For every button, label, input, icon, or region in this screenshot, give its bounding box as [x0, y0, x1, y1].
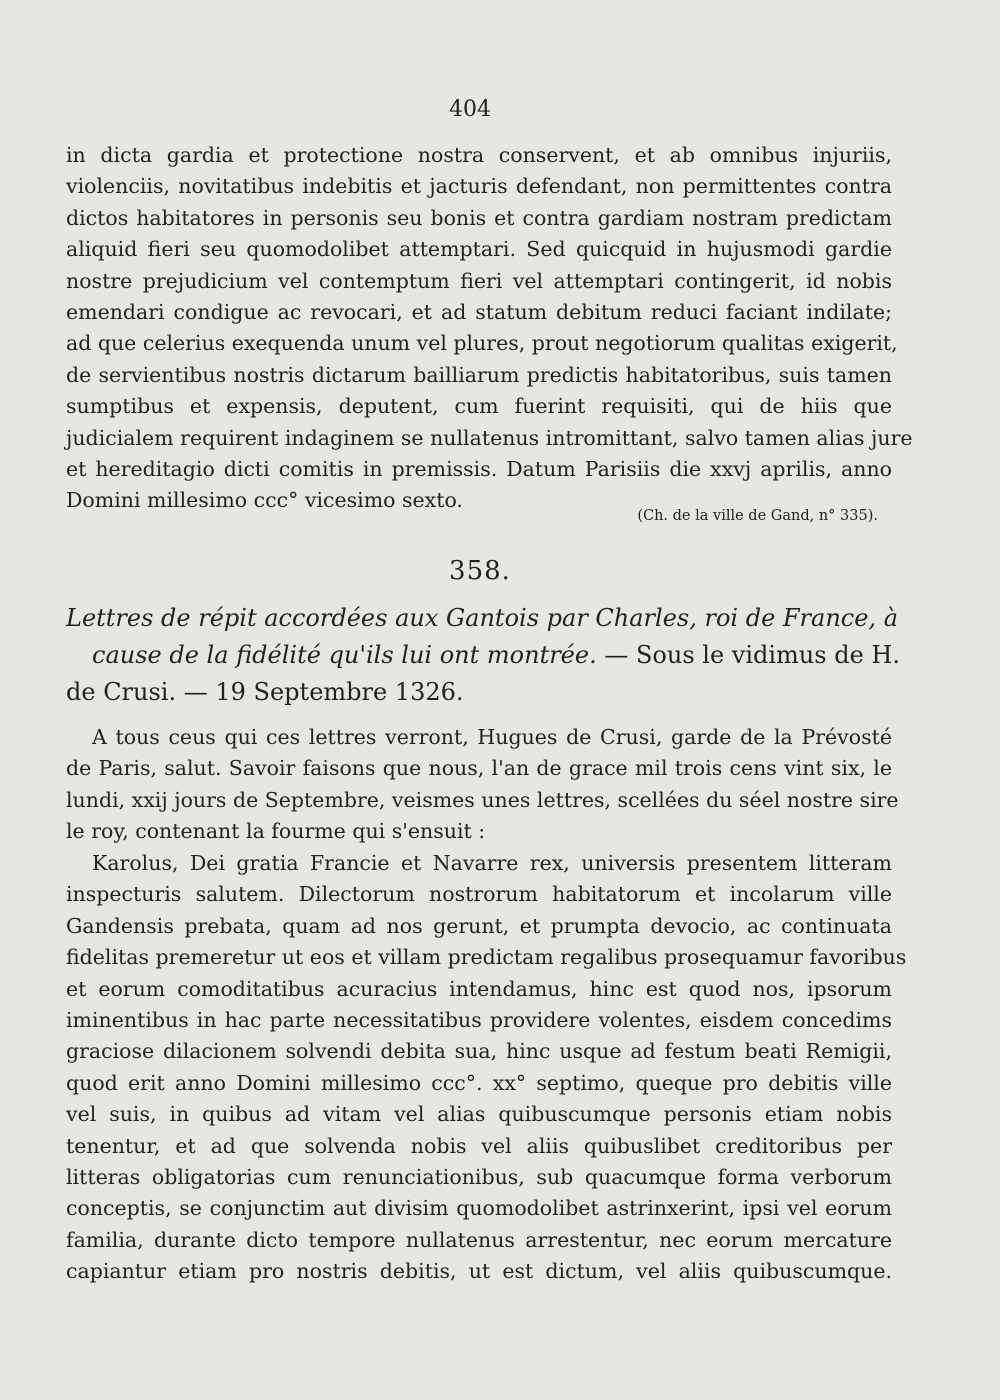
- text-line: iminentibus in hac parte necessitatibus providere volentes, eisdem concedims: [66, 1007, 892, 1032]
- text-line: lundi, xxij jours de Septembre, veismes unes lettres, scellées du séel nostre sire: [66, 787, 899, 812]
- text-line: aliquid fieri seu quomodolibet attemptari. Sed quicquid in hujusmodi gardie: [66, 237, 892, 262]
- text-line: familia, durante dicto tempore nullatenus arrestentur, nec eorum mercature: [66, 1227, 892, 1252]
- document-heading: [66, 600, 900, 711]
- text-line: sumptibus et expensis, deputent, cum fuerint requisiti, qui de hiis que: [66, 394, 892, 419]
- text-line: litteras obligatorias cum renunciationibus, sub quacumque forma verborum: [66, 1164, 892, 1189]
- text-line: et hereditagio dicti comitis in premissis. Datum Parisiis die xxvj aprilis, anno: [66, 456, 892, 481]
- text-line: de Paris, salut. Savoir faisons que nous, l'an de grace mil trois cens vint six, le: [66, 756, 892, 781]
- text-line: tenentur, et ad que solvenda nobis vel aliis quibuslibet creditoribus per: [66, 1133, 892, 1158]
- text-line: fidelitas premeretur ut eos et villam predictam regalibus prosequamur favoribus: [66, 945, 907, 970]
- paragraph-charter: [66, 848, 907, 1287]
- text-line: Gandensis prebata, quam ad nos gerunt, et prumpta devocio, ac continuata: [66, 913, 892, 938]
- text-line: quod erit anno Domini millesimo ccc°. xx° septimo, queque pro debitis ville: [66, 1070, 892, 1095]
- page-number: 404: [449, 97, 491, 122]
- text-line: capiantur etiam pro nostris debitis, ut est dictum, vel aliis quibuscumque.: [66, 1259, 892, 1284]
- text-line: Domini millesimo ccc° vicesimo sexto.: [66, 488, 463, 513]
- heading-italic-text: cause de la fidélité qu'ils lui ont montrée.: [92, 641, 597, 669]
- text-line: de servientibus nostris dictarum bailliarum predictis habitatoribus, suis tamen: [66, 362, 892, 387]
- heading-line: [66, 637, 900, 674]
- text-line: in dicta gardia et protectione nostra conservent, et ab omnibus injuriis,: [66, 143, 892, 167]
- text-line: et eorum comoditatibus acuracius intendamus, hinc est quod nos, ipsorum: [66, 976, 892, 1001]
- text-line: A tous ceus qui ces lettres verront, Hugues de Crusi, garde de la Prévosté: [92, 725, 892, 749]
- text-line: judicialem requirent indaginem se nullatenus intromittant, salvo tamen alias jure: [66, 425, 913, 450]
- text-line: Karolus, Dei gratia Francie et Navarre rex, universis presentem litteram: [92, 851, 892, 875]
- paragraph-vidimus: [66, 722, 899, 848]
- source-citation: (Ch. de la ville de Gand, n° 335).: [637, 508, 878, 524]
- text-line: vel suis, in quibus ad vitam vel alias quibuscumque personis etiam nobis: [66, 1102, 892, 1127]
- paragraph-continuation: [66, 140, 913, 517]
- text-line: emendari condigue ac revocari, et ad statum debitum reduci faciant indilate;: [66, 299, 892, 324]
- text-line: graciose dilacionem solvendi debita sua, hinc usque ad festum beati Remigii,: [66, 1039, 892, 1064]
- text-line: nostre prejudicium vel contemptum fieri vel attemptari contingerit, id nobis: [66, 268, 892, 293]
- text-line: ad que celerius exequenda unum vel plures, prout negotiorum qualitas exigerit,: [66, 331, 898, 356]
- text-line: dictos habitatores in personis seu bonis et contra gardiam nostram predictam: [66, 205, 892, 230]
- text-line: violenciis, novitatibus indebitis et jacturis defendant, non permittentes contra: [66, 174, 892, 199]
- text-line: le roy, contenant la fourme qui s'ensuit :: [66, 819, 486, 844]
- text-line: inspecturis salutem. Dilectorum nostrorum habitatorum et incolarum ville: [66, 882, 892, 907]
- heading-roman-text: — Sous le vidimus de H.: [596, 641, 900, 669]
- document-number: 358.: [449, 556, 511, 586]
- heading-line: de Crusi. — 19 Septembre 1326.: [66, 678, 464, 706]
- heading-line: Lettres de répit accordées aux Gantois par Charles, roi de France, à: [66, 604, 898, 632]
- text-line: conceptis, se conjunctim aut divisim quomodolibet astrinxerint, ipsi vel eorum: [66, 1196, 892, 1221]
